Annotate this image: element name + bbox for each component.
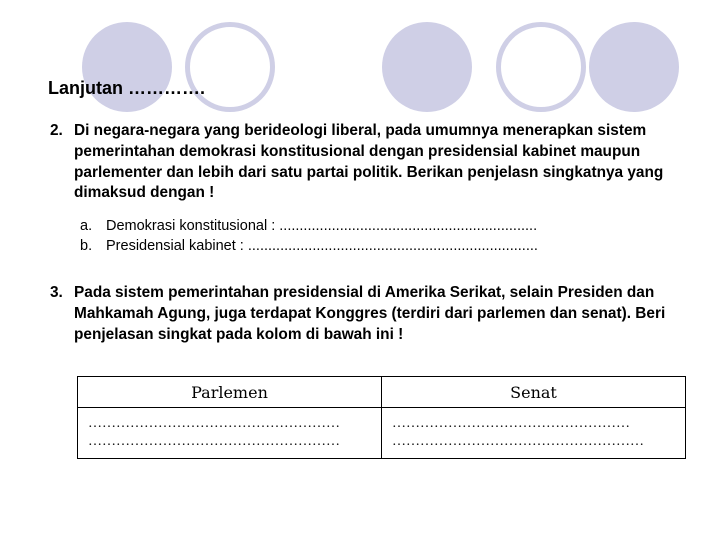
question-2 [50,121,700,204]
decorative-circle-filled [589,22,679,112]
table-header-row [78,377,686,408]
column-header-senat: Senat [382,377,686,408]
decorative-circle-filled [382,22,472,112]
sub-question-text: Presidensial kabinet : ........................................................................ [106,238,538,254]
answer-dotted-line: ……………………………………………… [392,434,644,449]
table-row [78,408,686,459]
question-number: 2. [50,122,63,139]
sub-question-b [80,238,538,254]
question-text: Di negara-negara yang berideologi liberal, pada umumnya menerapkan sistem pemerintahan demokrasi konstitusional dengan presidensial kabinet maupun parlementer dan lebih dari satu partai politik. Berikan penjelasn singkatnya yang dimaksud dengan ! [74,122,664,202]
sub-question-text: Demokrasi konstitusional : ................................................................ [106,218,538,234]
answer-dotted-line: ……………………………………………… [88,434,340,449]
answer-dotted-line: …………………………………………… [392,416,630,431]
answer-cell-senat[interactable] [382,408,686,459]
sub-question-label: a. [80,218,93,234]
page-title: Lanjutan …………. [48,78,205,98]
question-3 [50,283,700,345]
question-text: Pada sistem pemerintahan presidensial di Amerika Serikat, selain Presiden dan Mahkamah Agung, juga terdapat Konggres (terdiri dari parlemen dan senat). Beri penjelasan singkat pada kolom di bawah ini ! [74,284,666,343]
sub-question-label: b. [80,238,93,254]
decorative-circle-ring [496,22,586,112]
column-header-parlemen: Parlemen [78,377,382,408]
answer-dotted-line: ……………………………………………… [88,416,340,431]
question-number: 3. [50,284,63,301]
answer-cell-parlemen[interactable] [78,408,382,459]
sub-question-a [80,218,537,234]
answer-table [77,376,686,459]
